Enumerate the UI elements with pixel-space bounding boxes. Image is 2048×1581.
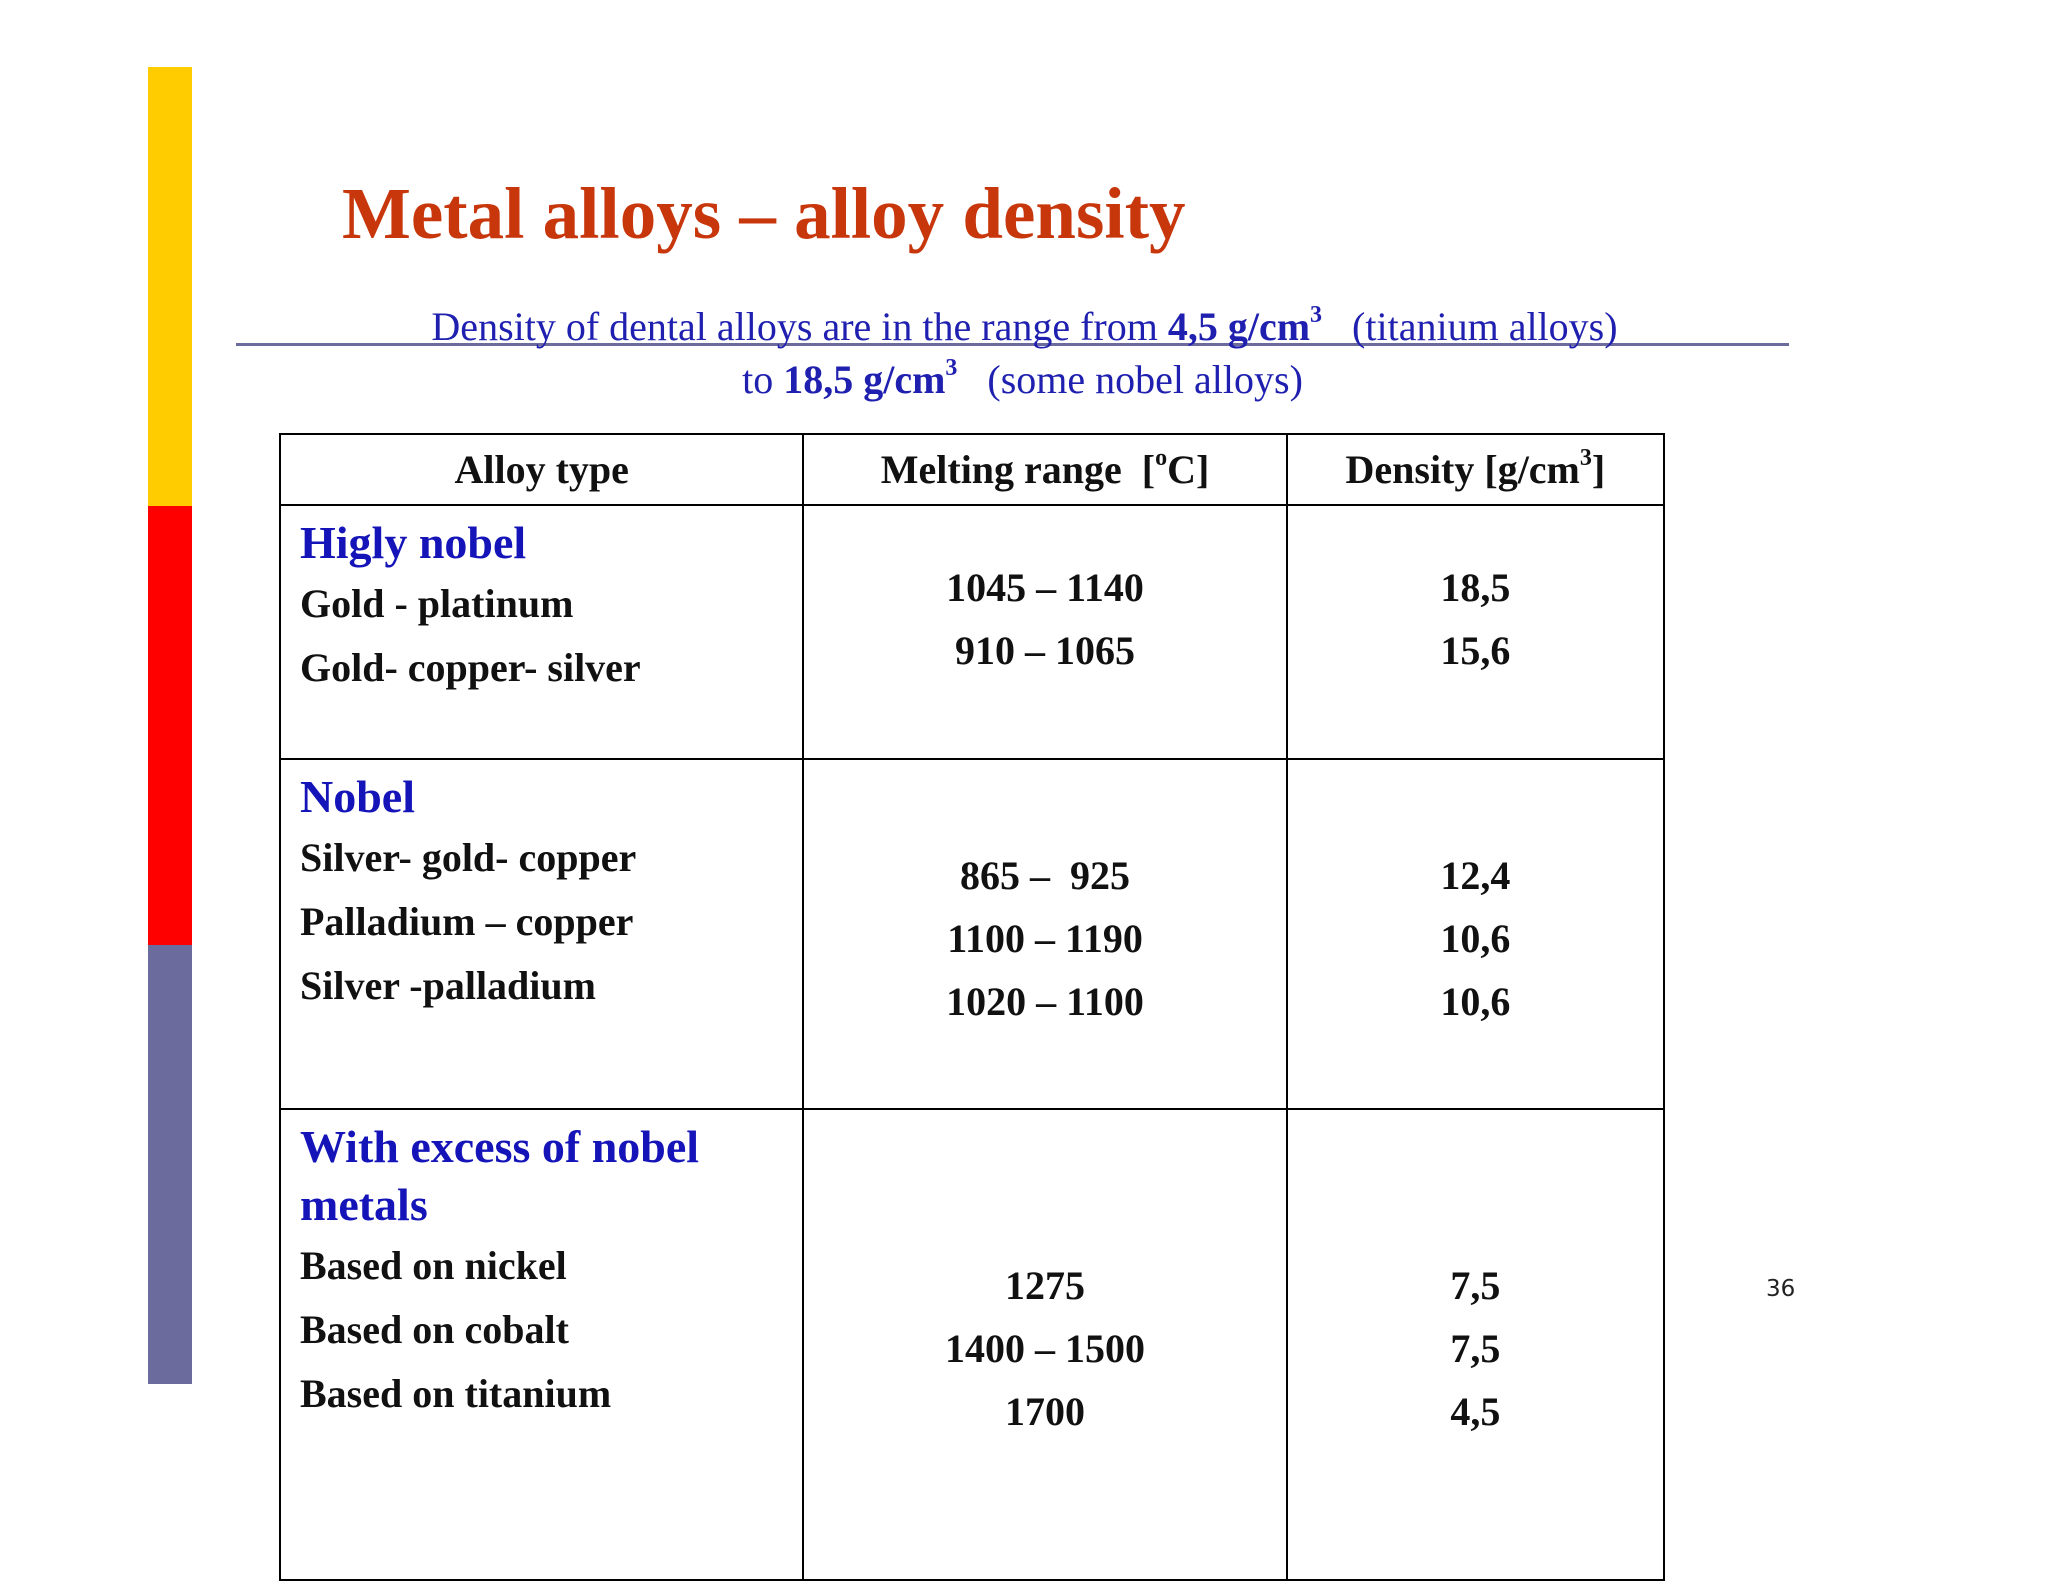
melting-range-value: 1700 [1005, 1389, 1086, 1434]
subtitle-text: Density of dental alloys are in the range from [431, 304, 1168, 349]
alloy-name: Based on nickel [300, 1243, 567, 1288]
density-value: 12,4 [1440, 853, 1511, 898]
accent-bar-blue [148, 945, 192, 1384]
melting-range-value: 1020 – 1100 [946, 979, 1144, 1024]
alloy-names-cell [280, 1109, 803, 1580]
group-heading: Nobel [300, 771, 415, 822]
superscript: 3 [1579, 445, 1592, 471]
melting-range-value: 1100 – 1190 [947, 916, 1143, 961]
header-label: ] [1591, 447, 1606, 492]
melting-range-value: 910 – 1065 [955, 628, 1136, 673]
alloy-names-cell [280, 505, 803, 759]
density-cell [1287, 505, 1664, 759]
group-heading: With excess of nobel metals [300, 1121, 700, 1230]
page-number: 36 [1766, 1276, 1796, 1302]
subtitle-line-1 [236, 303, 1789, 350]
density-value: 15,6 [1440, 628, 1511, 673]
header-melting-range [803, 434, 1286, 505]
density-value: 7,5 [1450, 1263, 1501, 1308]
table-header-row [280, 434, 1664, 505]
density-value: 10,6 [1440, 916, 1511, 961]
superscript: 3 [1310, 302, 1323, 328]
subtitle-min-density: 4,5 g/cm [1167, 304, 1311, 349]
subtitle-line-2 [236, 356, 1789, 403]
subtitle-max-density: 18,5 g/cm [783, 357, 946, 402]
slide-title: Metal alloys – alloy density [342, 173, 1186, 254]
superscript: o [1155, 445, 1168, 471]
alloy-table [279, 433, 1665, 1581]
alloy-name: Silver -palladium [300, 963, 596, 1008]
alloy-name: Based on titanium [300, 1371, 612, 1416]
subtitle-note: (titanium alloys) [1322, 304, 1618, 349]
alloy-name: Based on cobalt [300, 1307, 569, 1352]
melting-range-value: 865 – 925 [960, 853, 1131, 898]
alloy-name: Gold - platinum [300, 581, 574, 626]
group-row-excess-nobel [280, 1109, 1664, 1580]
density-cell [1287, 1109, 1664, 1580]
group-heading: Higly nobel [300, 517, 527, 568]
density-value: 7,5 [1450, 1326, 1501, 1371]
alloy-names-cell [280, 759, 803, 1109]
alloy-name: Gold- copper- silver [300, 645, 641, 690]
density-value: 4,5 [1450, 1389, 1501, 1434]
header-label: Alloy type [454, 447, 629, 492]
alloy-name: Silver- gold- copper [300, 835, 637, 880]
header-alloy-type [280, 434, 803, 505]
density-value: 18,5 [1440, 565, 1511, 610]
density-cell [1287, 759, 1664, 1109]
subtitle-note: (some nobel alloys) [957, 357, 1303, 402]
melting-range-value: 1045 – 1140 [946, 565, 1144, 610]
melting-range-cell [803, 505, 1286, 759]
subtitle-text: to [742, 357, 784, 402]
header-density [1287, 434, 1664, 505]
density-value: 10,6 [1440, 979, 1511, 1024]
superscript: 3 [945, 355, 958, 381]
melting-range-value: 1400 – 1500 [945, 1326, 1146, 1371]
group-row-nobel [280, 759, 1664, 1109]
header-label: Density [g/cm [1345, 447, 1580, 492]
melting-range-cell [803, 1109, 1286, 1580]
alloy-name: Palladium – copper [300, 899, 634, 944]
header-label: C] [1167, 447, 1210, 492]
accent-bar-yellow [148, 67, 192, 506]
melting-range-cell [803, 759, 1286, 1109]
accent-bar-red [148, 506, 192, 945]
header-label: Melting range [ [880, 447, 1156, 492]
melting-range-value: 1275 [1005, 1263, 1086, 1308]
group-row-highly-nobel [280, 505, 1664, 759]
